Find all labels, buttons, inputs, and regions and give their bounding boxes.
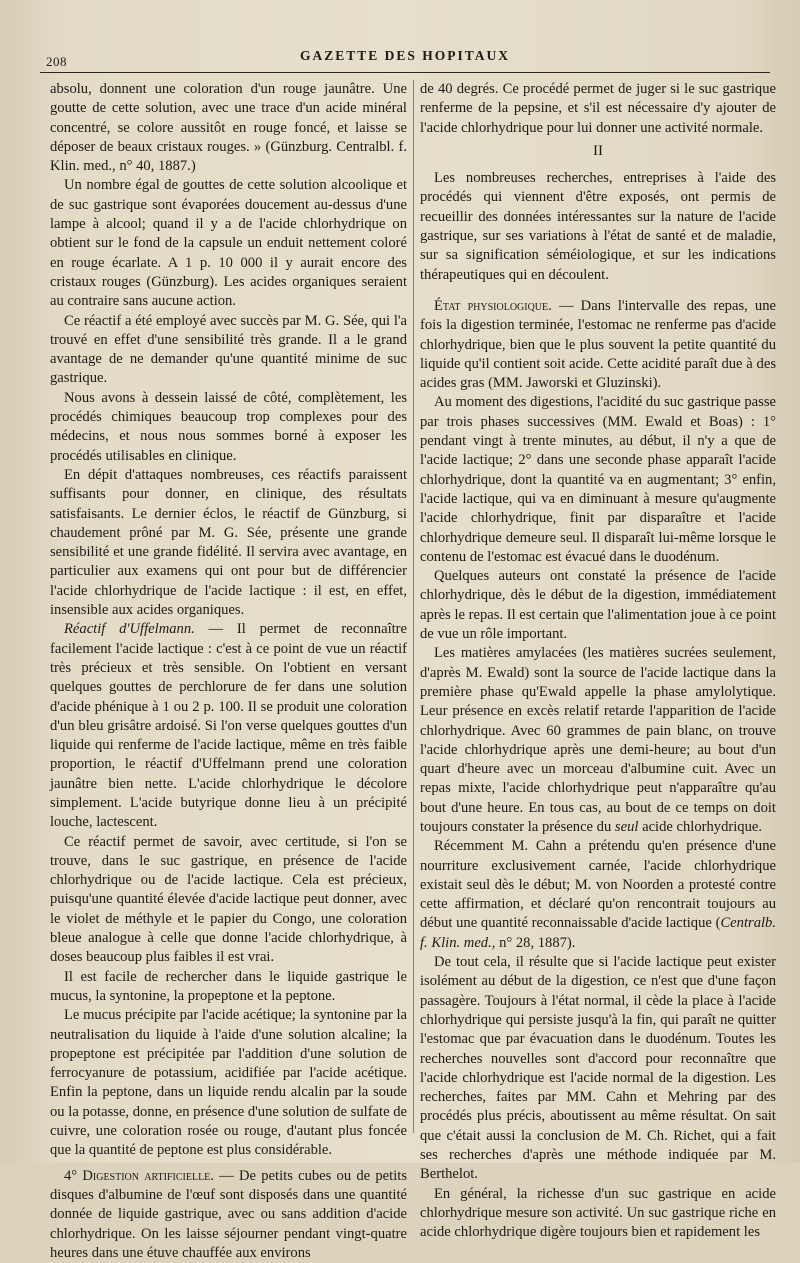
paragraph-text: — De petits cubes ou de petits disques d'albumine de l'œuf sont disposés dans une quantité donnée de liquide gastrique, avec ou sans addition d'acide chlorhydrique. On les laisse séjourner pendant vingt-quatre heures dans une étuve chauffée aux environs xyxy=(50,1167,408,1261)
paragraph-text: acide chlorhydrique. xyxy=(638,818,763,835)
paragraph: En dépit d'attaques nombreuses, ces réactifs paraissent suffisants pour donner, en clinique, des résultats satisfaisants. Le dernier éclos, le réactif de Günzburg, si chaudement prôné par M. G. Sée, présente une grande sensibilité et une grande fidélité. Il servira avec avantage, en particulier aux examens qui ont pour but de différencier l'acide chlorhydrique de l'acide lactique : il est, en effet, insensible aux acides organiques. xyxy=(50,466,407,619)
paragraph: de 40 degrés. Ce procédé permet de juger si le suc gastrique renferme de la pepsine, et s'il est nécessaire d'y ajouter de l'acide chlorhydrique pour lui donner une activité normale. xyxy=(420,81,776,136)
paragraph-text: — Dans l'intervalle des repas, une fois la digestion terminée, l'estomac ne renferme pas d'acide chlorhydrique, bien que le plus souvent la petite quantité du liquide qu'il contient soit acide. Cette acidité paraît due à des acides gras (MM. Jaworski et Gluzinski). xyxy=(420,297,776,392)
emphasis: seul xyxy=(614,818,639,835)
section-numeral: II xyxy=(593,142,603,159)
header-rule xyxy=(40,72,770,73)
paragraph-text: — Il permet de reconnaître facilement l'acide lactique : c'est à ce point de vue un réactif très précieux et très sensible. On l'obtient en versant quelques gouttes de perchlorure de fer dans une solution d'acide phénique à 1 ou 2 p. 100. Il se produit une coloration d'un bleu grisâtre ardoisé. Si l'on verse quelques gouttes d'un liquide qui renferme de l'acide lactique, même en très faible proportion, le réactif d'Uffelmann prend une coloration jaunâtre bien nette. L'acide chlorhydrique le décolore simplement. L'acide butyrique donne lieu à un précipité louche, lactescent. xyxy=(50,621,408,831)
subheading-digestion: 4° Digestion artificielle. xyxy=(64,1167,214,1184)
paragraph: En général, la richesse d'un suc gastrique en acide chlorhydrique mesure son activité. Un suc gastrique riche en acide chlorhydrique digère toujours bien et rapidement les xyxy=(420,1185,776,1241)
subheading-etat: État physiologique. xyxy=(434,297,552,314)
paragraph: Un nombre égal de gouttes de cette solution alcoolique et de suc gastrique sont évaporées doucement au-dessus d'une lampe à alcool; quand il y a de l'acide chlorhydrique on obtient sur le fond de la capsule un enduit nettement coloré en rouge écarlate. A 1 p. 10 000 il y aurait encore des cristaux rouges (Günzburg). Les acides organiques seraient au contraire sans aucune action. xyxy=(50,177,407,310)
paragraph: Ce réactif a été employé avec succès par M. G. Sée, qui l'a trouvé en effet d'une sensibilité très grande. Il a le grand avantage de ne demander qu'une quantité minime de suc gastrique. xyxy=(50,312,407,387)
paragraph: Nous avons à dessein laissé de côté, complètement, les procédés chimiques beaucoup trop complexes pour des médecins, et nous nous sommes borné à exposer les procédés utilisables en clinique. xyxy=(50,389,407,464)
paragraph: Ce réactif permet de savoir, avec certitude, si l'on se trouve, dans le suc gastrique, en présence de l'acide chlorhydrique ou de l'acide lactique. Cela est précieux, puisqu'une quantité élevée d'acide lactique peut donner, avec le violet de méthyle et le papier du Congo, une coloration bleue analogue à celle que donne l'acide chlorhydrique, à doses beaucoup plus faibles il est vrai. xyxy=(50,833,407,966)
spacer xyxy=(420,285,776,297)
paragraph-digestion xyxy=(50,1167,407,1263)
paragraph: Les nombreuses recherches, entreprises à l'aide des procédés qui viennent d'être exposés, ont permis de recueillir des données intéressantes sur la nature de l'acide gastrique, sur ses variations à l'état de santé et de maladie, sur sa signification séméiologique, et sur les indications thérapeutiques qui en découlent. xyxy=(420,170,776,283)
page-header xyxy=(40,40,770,76)
paragraph: Au moment des digestions, l'acidité du suc gastrique passe par trois phases successives (MM. Ewald et Boas) : 1° pendant vingt à trente minutes, au début, il n'y a que de l'acide lactique; 2° dans une seconde phase apparaît l'acide chlorhydrique, dont la quantité va en augmentant; 3° enfin, l'acide lactique, qui va en diminuant à mesure qu'augmente l'acide chlorhydrique, finit par disparaître et l'acide chlorhydrique demeure seul. Il disparaît lui-même lorsque le contenu de l'estomac est évacué dans le duodénum. xyxy=(420,394,776,565)
paragraph-text: , n° 28, 1887). xyxy=(491,934,576,951)
paragraph-etat xyxy=(420,297,776,393)
subheading-uffelmann: Réactif d'Uffelmann. xyxy=(64,621,195,638)
citation: Centralb. f. Klin. med. xyxy=(420,915,776,951)
left-column xyxy=(50,80,408,1261)
page-number: 208 xyxy=(46,54,67,69)
right-column xyxy=(420,80,776,1241)
paragraph-uffelmann xyxy=(50,620,407,832)
paragraph: Quelques auteurs ont constaté la présence de l'acide chlorhydrique, dès le début de la digestion, immédiatement après le repas. Il est certain que l'alimentation joue à ce point de vue un rôle important. xyxy=(420,568,776,643)
paragraph: De tout cela, il résulte que si l'acide lactique peut exister isolément au début de la digestion, ce n'est que d'une façon passagère. Toujours à l'état normal, il cède la place à l'acide chlorhydrique qui persiste jusqu'à la fin, qui paraît ne quitter l'estomac que par évacuation dans le duodénum. Toutes les recherches nouvelles sont d'accord pour reconnaître que l'acide chlorhydrique est l'acide normal de la digestion. Les recherches, faites par MM. Cahn et Mehring par des procédés plus précis, aboutissent au même résultat. On sait que c'était aussi la conclusion de M. Ch. Richet, qui a fait ses recherches d'après une méthode indiquée par M. Berthelot. xyxy=(420,954,776,1183)
paragraph-text: Récemment M. Cahn a prétendu qu'en présence d'une nourriture exclusivement carnée, l'acide chlorhydrique existait seul dès le début; M. von Noorden a protesté contre cette affirmation, et déclaré qu'on rencontrait toujours au début une quantité reconnaissable d'acide lactique ( xyxy=(420,838,776,932)
paragraph: absolu, donnent une coloration d'un rouge jaunâtre. Une goutte de cette solution, avec une trace d'un acide minéral concentré, se colore aussitôt en rouge foncé, et laisse se déposer de beaux cristaux rouges. » (Günzburg. Centralbl. f. Klin. med., n° 40, 1887.) xyxy=(50,81,407,175)
paragraph-text: Les matières amylacées (les matières sucrées seulement, d'après M. Ewald) sont la source de l'acide lactique dans la première phase qu'Ewald appelle la phase amylolytique. Leur présence en excès relatif retarde l'apparition de l'acide chlorhydrique. Avec 60 grammes de pain blanc, on trouve l'acide chlorhydrique après une demi-heure; au bout d'un quart d'heure avec un morceau d'albumine cuit. Avec un repas mixte, l'acide chlorhydrique peut n'apparaître qu'au bout d'une heure. En tous cas, au bout de ce temps on doit toujours constater la présence du xyxy=(420,645,776,835)
paragraph xyxy=(420,837,776,953)
column-divider xyxy=(413,80,414,1133)
paragraph: Il est facile de rechercher dans le liquide gastrique le mucus, la syntonine, la propeptone et la peptone. xyxy=(50,968,407,1004)
paragraph xyxy=(420,644,776,837)
journal-title: GAZETTE DES HOPITAUX xyxy=(299,48,511,63)
paragraph: Le mucus précipite par l'acide acétique; la syntonine par la neutralisation du liquide à l'aide d'une solution alcaline; la propeptone est précipitée par l'addition d'une solution de ferrocyanure de potassium, acidifiée par l'acide acétique. Enfin la peptone, dans un liquide rendu alcalin par la soude ou la potasse, donne, en présence d'une solution de sulfate de cuivre, une coloration rosée ou rouge, d'autant plus foncée que la quantité de peptone est plus considérable. xyxy=(50,1007,407,1159)
